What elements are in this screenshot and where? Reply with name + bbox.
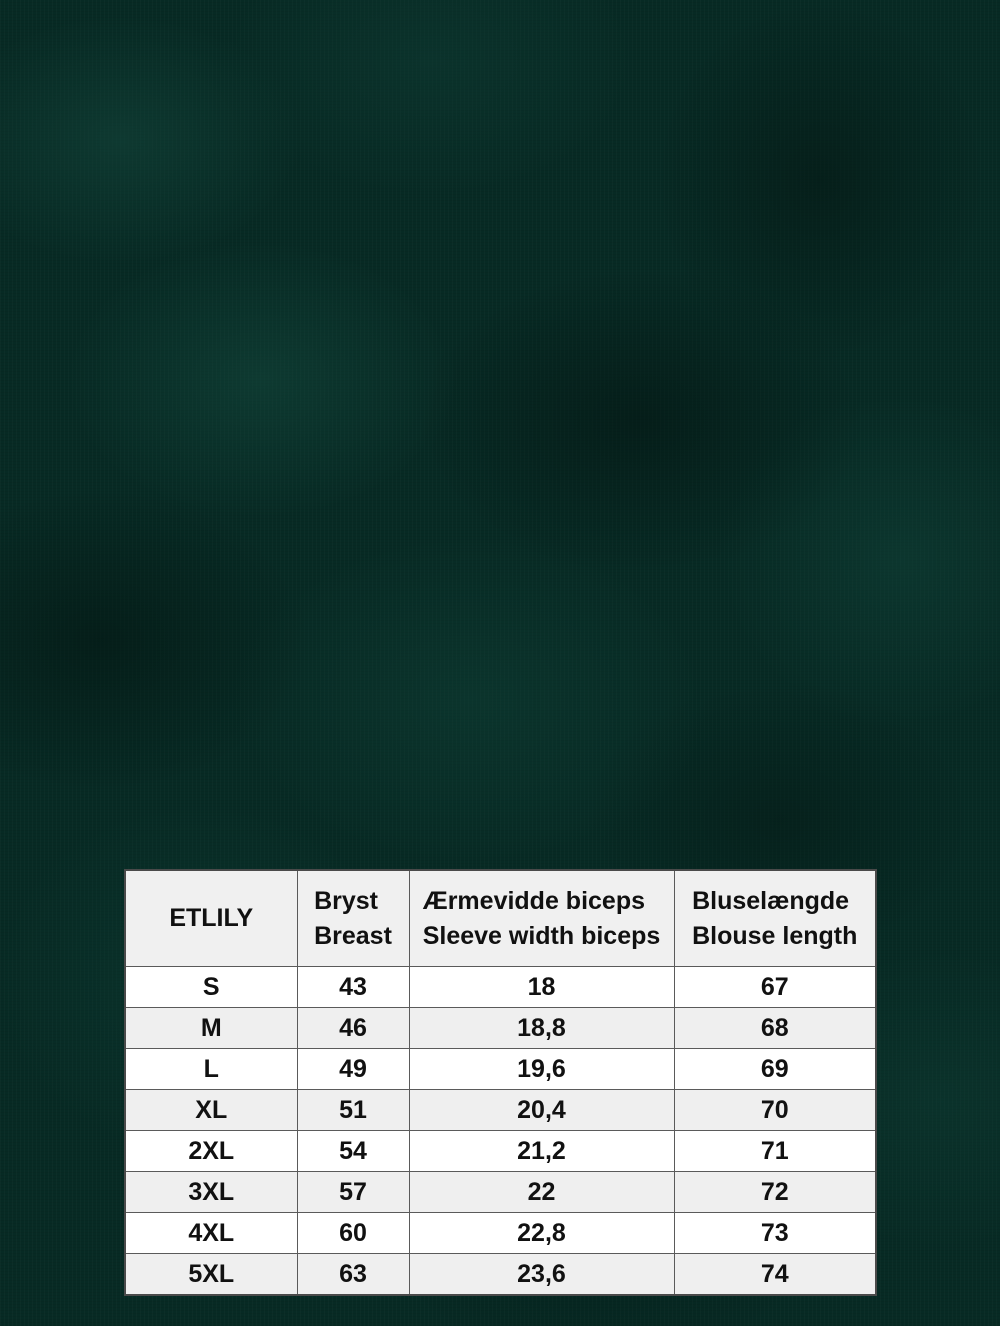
table-row — [125, 1172, 876, 1213]
header-length-danish: Bluselængde — [692, 886, 850, 915]
table-row — [125, 1049, 876, 1090]
sleeve-cell: 21,2 — [409, 1131, 674, 1172]
breast-cell: 43 — [297, 967, 409, 1008]
header-brand-label: ETLILY — [169, 904, 254, 932]
breast-cell: 46 — [297, 1008, 409, 1049]
table-row — [125, 1213, 876, 1254]
size-cell: M — [125, 1008, 297, 1049]
header-breast — [297, 870, 409, 967]
size-cell: L — [125, 1049, 297, 1090]
breast-cell: 60 — [297, 1213, 409, 1254]
length-cell: 74 — [674, 1254, 876, 1296]
length-cell: 67 — [674, 967, 876, 1008]
table-row — [125, 967, 876, 1008]
size-cell: S — [125, 967, 297, 1008]
table-row — [125, 1254, 876, 1296]
table-row — [125, 1008, 876, 1049]
size-chart-table — [124, 869, 877, 1296]
size-cell: 4XL — [125, 1213, 297, 1254]
breast-cell: 63 — [297, 1254, 409, 1296]
length-cell: 69 — [674, 1049, 876, 1090]
length-cell: 71 — [674, 1131, 876, 1172]
table-row — [125, 1090, 876, 1131]
header-breast-danish: Bryst — [314, 886, 378, 915]
header-brand — [125, 870, 297, 967]
header-breast-english: Breast — [314, 921, 392, 950]
header-sleeve-english: Sleeve width biceps — [422, 921, 661, 950]
breast-cell: 57 — [297, 1172, 409, 1213]
header-blouse-length — [674, 870, 876, 967]
length-cell: 70 — [674, 1090, 876, 1131]
length-cell: 72 — [674, 1172, 876, 1213]
header-sleeve-danish: Ærmevidde biceps — [422, 886, 646, 915]
header-sleeve-width — [409, 870, 674, 967]
sleeve-cell: 19,6 — [409, 1049, 674, 1090]
size-cell: 3XL — [125, 1172, 297, 1213]
size-cell: 5XL — [125, 1254, 297, 1296]
breast-cell: 54 — [297, 1131, 409, 1172]
sleeve-cell: 18,8 — [409, 1008, 674, 1049]
length-cell: 68 — [674, 1008, 876, 1049]
sleeve-cell: 20,4 — [409, 1090, 674, 1131]
header-row — [125, 870, 876, 967]
sleeve-cell: 22 — [409, 1172, 674, 1213]
header-length-english: Blouse length — [692, 921, 858, 950]
sleeve-cell: 23,6 — [409, 1254, 674, 1296]
sleeve-cell: 22,8 — [409, 1213, 674, 1254]
length-cell: 73 — [674, 1213, 876, 1254]
size-cell: XL — [125, 1090, 297, 1131]
size-cell: 2XL — [125, 1131, 297, 1172]
breast-cell: 51 — [297, 1090, 409, 1131]
breast-cell: 49 — [297, 1049, 409, 1090]
sleeve-cell: 18 — [409, 967, 674, 1008]
table-row — [125, 1131, 876, 1172]
